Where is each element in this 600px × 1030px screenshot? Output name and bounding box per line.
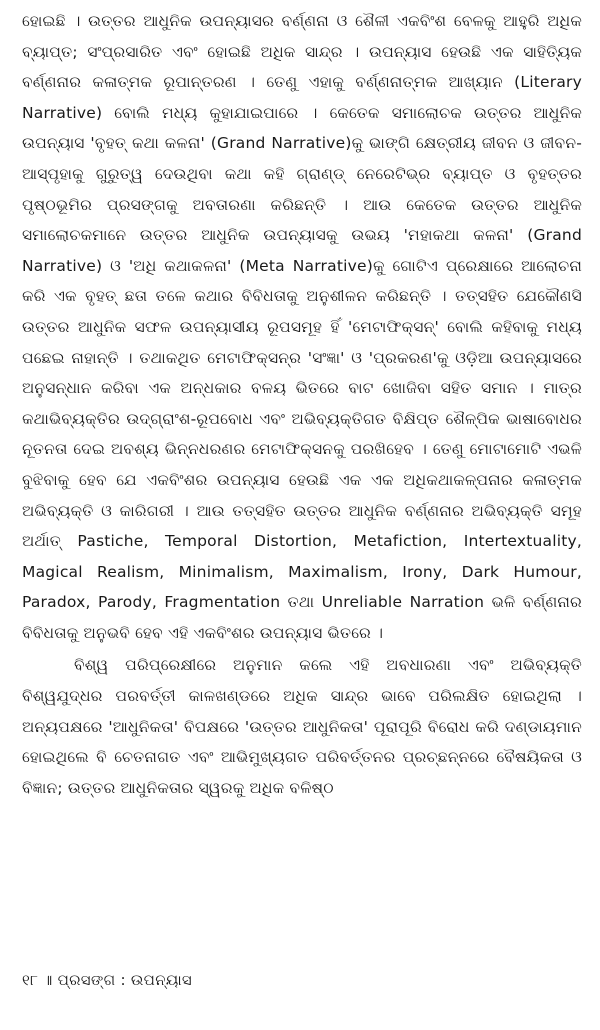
paragraph-1-text: ହୋଇଛି । ଉତ୍ତର ଆଧୁନିକ ଉପନ୍ୟାସର ବର୍ଣ୍ଣନା ଓ ଶୈଳୀ ଏକବିଂଶ ବେଳକୁ ଆହୁରି ଅଧିକ ବ୍ୟାପ୍ତ; ସଂପ୍ରସାରିତ ଏବଂ ହୋଇଛି ଅଧିକ ସାନ୍ଦ୍ର । ଉପନ୍ୟାସ ହେଉଛି ଏକ ସାହିତ୍ୟିକ ବର୍ଣ୍ଣନାର କଳାତ୍ମକ ରୂପାନ୍ତରଣ । ତେଣୁ ଏହାକୁ ବର୍ଣ୍ଣନାତ୍ମକ ଆଖ୍ୟାନ (Literary Narrative) ବୋଲି ମଧ୍ୟ କୁହାଯାଇପାରେ । କେତେକ ସମାଲୋଚକ ଉତ୍ତର ଆଧୁନିକ ଉପନ୍ୟାସ 'ବୃହତ୍ କଥା କଳନା' (Grand Narrative)କୁ ଭାଙ୍ଗି କ୍ଷେତ୍ରୀୟ ଜୀବନ ଓ ଜୀବନ-ଆସ୍ପୃହାକୁ ଗୁରୁତ୍ୱ ଦେଉଥିବା କଥା କହି ଗ୍ରାଣ୍ଡ୍ ନେରେଟିଭ୍‌ର ବ୍ୟାପ୍ତ ଓ ବୃହତ୍ତର ପୃଷ୍ଠଭୂମିର ପ୍ରସଙ୍ଗକୁ ଅବତାରଣା କରିଛନ୍ତି । ଆଉ କେତେକ ଉତ୍ତର ଆଧୁନିକ ସମାଲୋଚକମାନେ ଉତ୍ତର ଆଧୁନିକ ଉପନ୍ୟାସକୁ ଉଭୟ 'ମହାକଥା କଳନା' (Grand Narrative) ଓ 'ଅଧି କଥାକଳନା' (Meta Narrative)କୁ ଗୋଟିଏ ପ୍ରେକ୍ଷାରେ ଆଲୋଚନା କରି ଏକ ବୃହତ୍ ଛତା ତଳେ କଥାର ବିବିଧତାକୁ ଅନୁଶୀଳନ କରିଛନ୍ତି । ତତ୍‌ସହିତ ଯେକୌଣସି ଉତ୍ତର ଆଧୁନିକ ସଫଳ ଉପନ୍ୟାସୀୟ ରୂପସମୂହ ହିଁ 'ମେଟାଫିକ୍‌ସନ୍' ବୋଲି କହିବାକୁ ମଧ୍ୟ ପଛେଇ ନାହାନ୍ତି । ତଥାକଥିତ ମେଟାଫିକ୍‌ସନ୍‌ର 'ସଂଜ୍ଞା' ଓ 'ପ୍ରକରଣ'କୁ ଓଡ଼ିଆ ଉପନ୍ୟାସରେ ଅନୁସନ୍ଧାନ କରିବା ଏକ ଅନ୍ଧକାର ବଳୟ ଭିତରେ ବାଟ ଖୋଜିବା ସହିତ ସମାନ । ମାତ୍ର କଥାଭିବ୍ୟକ୍ତିର ଉଦ୍‌ଗ୍ରାଂଶ-ରୂପବୋଧ ଏବଂ ଅଭିବ୍ୟକ୍ତିଗତ ବିକ୍ଷିପ୍ତ ଶୈଳ୍ପିକ ଭାଷାବୋଧର ନୂତନତା ଦେଇ ଅବଶ୍ୟ ଭିନ୍ନଧରଣର ମେଟାଫିକ୍‌ସନକୁ ପରଖିହେବ । ତେଣୁ ମୋଟାମୋଟି ଏଭଳି ବୁଝିବାକୁ ହେବ ଯେ ଏକବିଂଶର ଉପନ୍ୟାସ ହେଉଛି ଏକ ଏକ ଅଧିକଥାକଳ୍ପନାର କଳାତ୍ମକ ଅଭିବ୍ୟକ୍ତି ଓ କାରିଗରୀ । ଆଉ ତତ୍‌ସହିତ ଉତ୍ତର ଆଧୁନିକ ବର୍ଣ୍ଣନାର ଅଭିବ୍ୟକ୍ତି ସମୂହ ଅର୍ଥାତ୍ Pastiche, Temporal Distortion, Metafiction, Intertextuality, Magical Realism, Minimalism, Maximalism, Irony, Dark Humour, Paradox, Parody, Fragmentation ତଥା Unreliable Narration ଭଳି ବର୍ଣ୍ଣନାର ବିବିଧତାକୁ ଅନୁଭବି ହେବ ଏହି ଏକବିଂଶର ଉପନ୍ୟାସ ଭିତରେ । bbox=[22, 12, 582, 642]
paragraph-1 bbox=[22, 6, 582, 648]
running-title: ପ୍ରସଙ୍ଗ : ଉପନ୍ୟାସ bbox=[57, 971, 193, 989]
paragraph-2-text: ବିଶ୍ୱ ପରିପ୍ରେକ୍ଷୀରେ ଅନୁମାନ କଲେ ଏହି ଅବଧାରଣା ଏବଂ ଅଭିବ୍ୟକ୍ତି ବିଶ୍ୱଯୁଦ୍ଧର ପରବର୍ତ୍ତୀ କାଳଖଣ୍ଡରେ ଅଧିକ ସାନ୍ଦ୍ର ଭାବେ ପରିଲକ୍ଷିତ ହୋଇଥିଲା । ଅନ୍ୟପକ୍ଷରେ 'ଆଧୁନିକତା' ବିପକ୍ଷରେ 'ଉତ୍ତର ଆଧୁନିକତା' ପୂରାପୂରି ବିରୋଧ କରି ଦଣ୍ଡାୟମାନ ହୋଇଥିଲେ ବି ଚେତନାଗତ ଏବଂ ଆଭିମୁଖ୍ୟଗତ ପରିବର୍ତ୍ତନର ପ୍ରଚ୍ଛନ୍ନରେ ବୈଷୟିକତା ଓ ବିଜ୍ଞାନ; ଉତ୍ତର ଆଧୁନିକତାର ସ୍ୱରକୁ ଅଧିକ ବଳିଷ୍ଠ bbox=[22, 656, 582, 797]
page-footer bbox=[22, 970, 582, 990]
page-body bbox=[22, 6, 582, 803]
paragraph-2 bbox=[22, 650, 582, 803]
page-number: ୧୮ bbox=[22, 971, 39, 989]
footer-separator: ॥ bbox=[43, 971, 53, 989]
